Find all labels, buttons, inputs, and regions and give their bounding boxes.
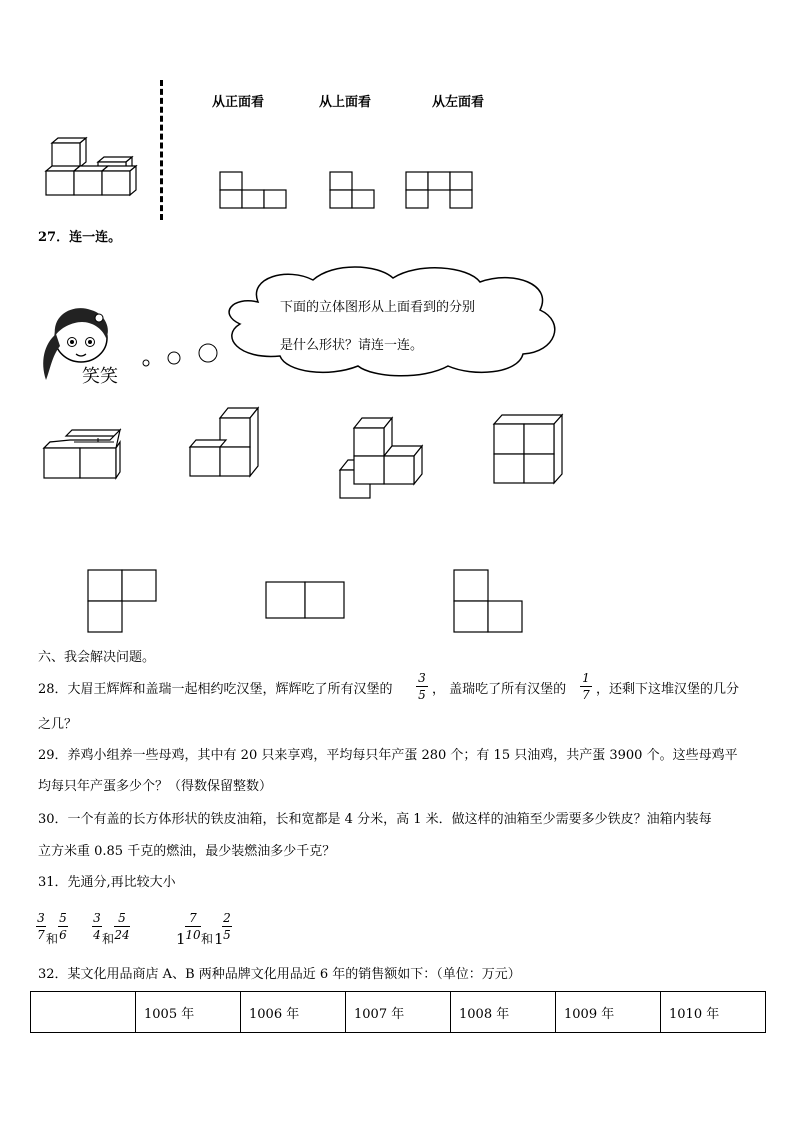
view-label-front: 从正面看	[212, 95, 265, 110]
q28-text-b: ， 盖瑞吃了所有汉堡的	[432, 682, 567, 697]
q29-line2: 均每只年产蛋多少个？（得数保留整数）	[38, 779, 273, 794]
q31-pair3-b: 2 5	[223, 911, 231, 942]
view-label-left: 从左面看	[432, 95, 485, 110]
table-header-cell: 1008 年	[451, 992, 556, 1033]
q28-fraction-2: 1 7	[580, 671, 592, 702]
plane-shape-2	[264, 580, 348, 626]
q31-pair3-b-whole: 1	[214, 930, 224, 948]
plane-shape-3	[452, 568, 527, 640]
q30-line2: 立方米重 0.85 千克的燃油，最少装燃油多少千克？	[38, 844, 336, 859]
speech-cloud	[218, 262, 568, 384]
q29-line1: 29．养鸡小组养一些母鸡，其中有 20 只来享鸡，平均每只年产蛋 280 个；有 15 只油鸡，共产蛋 3900 个。这些母鸡平	[38, 748, 738, 763]
q28-text-d: 之几？	[38, 717, 78, 732]
sales-table	[30, 991, 766, 1033]
bubble-text-line2: 是什么形状？请连一连。	[280, 338, 424, 353]
q31-pair3-a: 7 10	[185, 911, 201, 942]
solid-figure-3	[336, 412, 431, 506]
q31-pair1-a: 3 7	[37, 911, 45, 942]
q31-pair2-b: 5 24	[114, 911, 130, 942]
q28-text-c: ，还剩下这堆汉堡的几分	[596, 682, 740, 697]
q28-fraction-1: 3 5	[416, 671, 428, 702]
table-header-cell: 1010 年	[661, 992, 766, 1033]
solid-figure-4	[490, 412, 570, 491]
solid-figure-1	[40, 420, 125, 486]
q31-pair2-a: 3 4	[93, 911, 101, 942]
table-row	[31, 992, 766, 1033]
character-name: 笑笑	[82, 366, 118, 387]
section6-title: 六、我会解决问题。	[38, 650, 156, 665]
q31-pair3-a-whole: 1	[176, 930, 186, 948]
plane-shape-1	[86, 568, 161, 640]
table-header-cell: 1007 年	[346, 992, 451, 1033]
table-header-cell	[31, 992, 136, 1033]
q31-pair2-and: 和	[102, 932, 115, 946]
q32-label: 32．某文化用品商店 A、B 两种品牌文化用品近 6 年的销售额如下：（单位：万元）	[38, 967, 521, 982]
q31-pair1-and: 和	[46, 932, 59, 946]
table-header-cell: 1006 年	[241, 992, 346, 1033]
q31-pair3-and: 和	[201, 932, 214, 946]
q31-label: 31．先通分,再比较大小	[38, 875, 176, 890]
q30-line1: 30．一个有盖的长方体形状的铁皮油箱，长和宽都是 4 分米，高 1 米．做这样的油箱至少需要多少铁皮？油箱内装每	[38, 812, 712, 827]
table-header-cell: 1005 年	[136, 992, 241, 1033]
q28-text-a: 28．大眉王辉辉和盖瑞一起相约吃汉堡，辉辉吃了所有汉堡的	[38, 682, 393, 697]
solid-figure-2	[186, 404, 266, 483]
view-label-top: 从上面看	[319, 95, 372, 110]
cube-figure-top	[40, 135, 145, 204]
left-view-shape	[404, 170, 476, 216]
bubble-text-line1: 下面的立体图形从上面看到的分别	[280, 300, 476, 315]
top-view-shape	[328, 170, 378, 216]
front-view-shape	[218, 170, 290, 216]
q31-pair1-b: 5 6	[59, 911, 67, 942]
thought-bubble-dots	[138, 340, 223, 374]
table-header-cell: 1009 年	[556, 992, 661, 1033]
q27-label: 27．连一连。	[38, 230, 122, 245]
dashed-divider	[160, 80, 163, 220]
